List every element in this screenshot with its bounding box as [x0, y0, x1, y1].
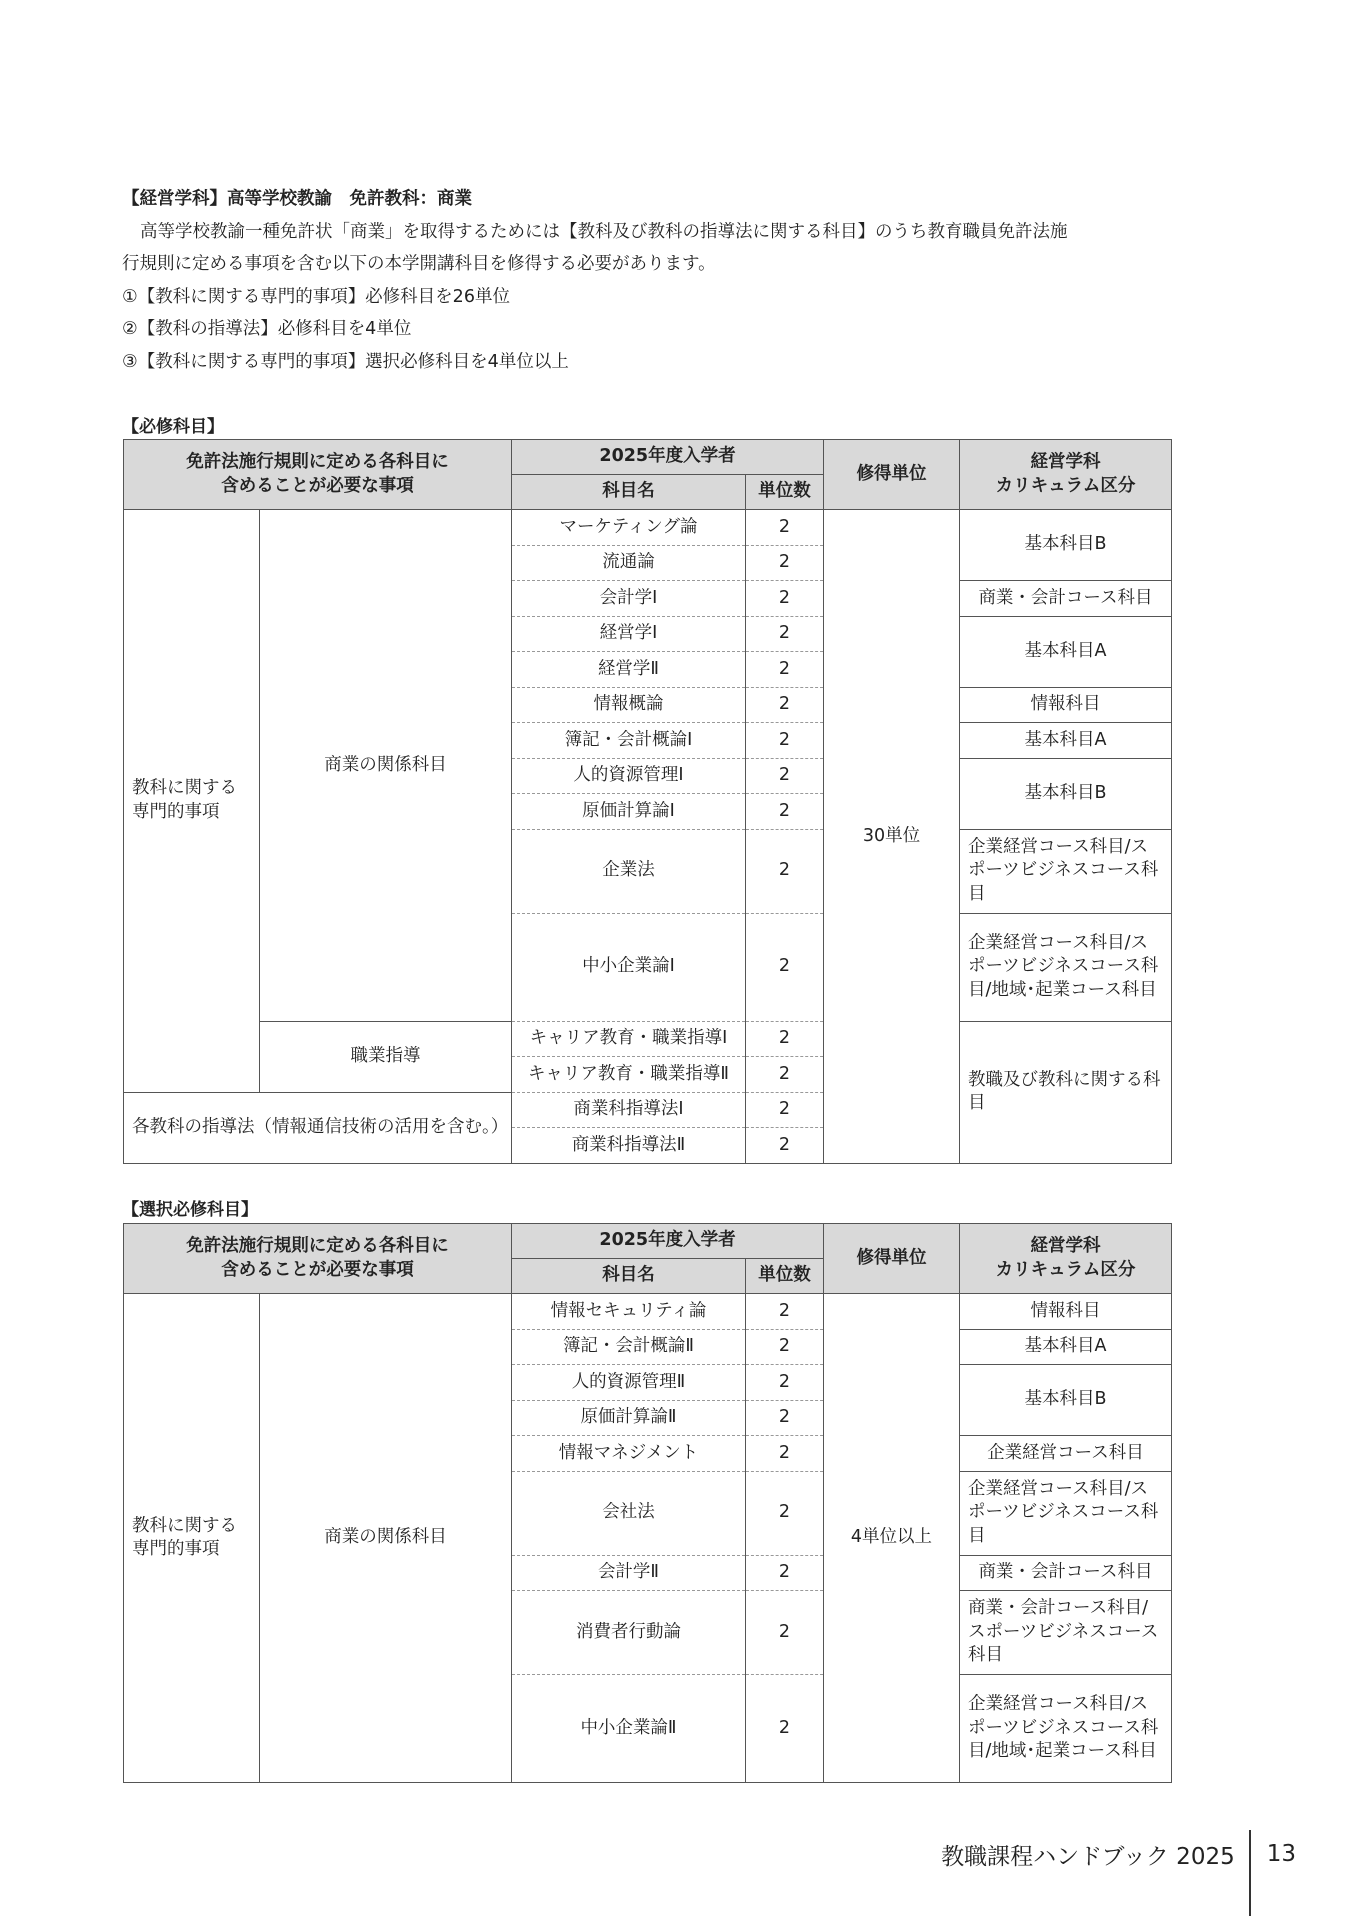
header-subject-name: 科目名	[512, 1259, 746, 1294]
course-units: 2	[746, 758, 824, 794]
course-name: 流通論	[512, 545, 746, 581]
course-units: 2	[746, 829, 824, 913]
curriculum-category: 企業経営コース科目/スポーツビジネスコース科目/地域･起業コース科目	[960, 913, 1172, 1021]
elective-courses-table	[123, 1223, 1172, 1783]
header-earned-units: 修得単位	[824, 1224, 960, 1294]
intro-item: ①【教科に関する専門的事項】必修科目を26単位	[122, 286, 510, 307]
intro-section	[122, 183, 1182, 378]
course-name: 会社法	[512, 1471, 746, 1555]
header-curriculum-category: 経営学科 カリキュラム区分	[960, 1224, 1172, 1294]
course-name: 中小企業論Ⅰ	[512, 913, 746, 1021]
subgroup-label: 職業指導	[260, 1021, 512, 1092]
curriculum-category: 基本科目A	[960, 616, 1172, 687]
course-units: 2	[746, 1400, 824, 1436]
course-name: 人的資源管理Ⅱ	[512, 1365, 746, 1401]
curriculum-category: 企業経営コース科目/スポーツビジネスコース科目	[960, 1471, 1172, 1555]
course-name: 人的資源管理Ⅰ	[512, 758, 746, 794]
course-units: 2	[746, 652, 824, 688]
course-name: 消費者行動論	[512, 1591, 746, 1675]
required-section-title: 【必修科目】	[122, 417, 224, 437]
header-earned-units: 修得単位	[824, 440, 960, 510]
curriculum-category: 基本科目B	[960, 510, 1172, 581]
curriculum-category: 基本科目A	[960, 1329, 1172, 1365]
curriculum-category: 基本科目B	[960, 1365, 1172, 1436]
course-units: 2	[746, 581, 824, 617]
course-units: 2	[746, 1591, 824, 1675]
course-name: 経営学Ⅱ	[512, 652, 746, 688]
course-units: 2	[746, 1092, 824, 1128]
header-matter: 免許法施行規則に定める各科目に 含めることが必要な事項	[124, 440, 512, 510]
course-units: 2	[746, 616, 824, 652]
course-name: 情報概論	[512, 687, 746, 723]
header-year: 2025年度入学者	[512, 1224, 824, 1259]
intro-body-line1: 高等学校教諭一種免許状「商業」を取得するためには【教科及び教科の指導法に関する科目】のうち教育職員免許法施	[140, 221, 1068, 242]
course-units: 2	[746, 1436, 824, 1472]
course-units: 2	[746, 913, 824, 1021]
course-units: 2	[746, 1365, 824, 1401]
group-label: 各教科の指導法（情報通信技術の活用を含む。）	[124, 1092, 512, 1163]
course-name: 商業科指導法Ⅱ	[512, 1128, 746, 1164]
group-label: 教科に関する 専門的事項	[124, 1294, 260, 1783]
page-footer	[941, 1830, 1296, 1878]
course-units: 2	[746, 545, 824, 581]
header-curriculum-category: 経営学科 カリキュラム区分	[960, 440, 1172, 510]
course-units: 2	[746, 1675, 824, 1783]
course-units: 2	[746, 794, 824, 830]
course-units: 2	[746, 687, 824, 723]
curriculum-category: 情報科目	[960, 687, 1172, 723]
course-name: 商業科指導法Ⅰ	[512, 1092, 746, 1128]
course-name: 簿記・会計概論Ⅰ	[512, 723, 746, 759]
curriculum-category: 基本科目B	[960, 758, 1172, 829]
course-name: 会計学Ⅰ	[512, 581, 746, 617]
curriculum-category: 企業経営コース科目/スポーツビジネスコース科目/地域･起業コース科目	[960, 1675, 1172, 1783]
group-label: 教科に関する 専門的事項	[124, 510, 260, 1093]
course-name: キャリア教育・職業指導Ⅱ	[512, 1057, 746, 1093]
header-matter: 免許法施行規則に定める各科目に 含めることが必要な事項	[124, 1224, 512, 1294]
elective-section-title: 【選択必修科目】	[122, 1200, 258, 1220]
curriculum-category: 企業経営コース科目	[960, 1436, 1172, 1472]
page-number: 13	[1266, 1841, 1296, 1867]
course-name: 簿記・会計概論Ⅱ	[512, 1329, 746, 1365]
course-name: マーケティング論	[512, 510, 746, 546]
course-units: 2	[746, 1128, 824, 1164]
course-name: 企業法	[512, 829, 746, 913]
handbook-title: 教職課程ハンドブック 2025	[941, 1843, 1235, 1870]
course-name: 中小企業論Ⅱ	[512, 1675, 746, 1783]
course-units: 2	[746, 1294, 824, 1330]
curriculum-category: 教職及び教科に関する科目	[960, 1021, 1172, 1163]
course-units: 2	[746, 510, 824, 546]
required-courses-table	[123, 439, 1172, 1164]
subgroup-label: 商業の関係科目	[260, 510, 512, 1022]
course-name: 経営学Ⅰ	[512, 616, 746, 652]
footer-divider	[1249, 1830, 1251, 1916]
course-units: 2	[746, 1021, 824, 1057]
course-units: 2	[746, 1471, 824, 1555]
course-units: 2	[746, 723, 824, 759]
course-units: 2	[746, 1057, 824, 1093]
intro-item: ②【教科の指導法】必修科目を4単位	[122, 319, 412, 339]
curriculum-category: 商業・会計コース科目	[960, 581, 1172, 617]
earned-units-total: 4単位以上	[824, 1294, 960, 1783]
course-units: 2	[746, 1555, 824, 1591]
subgroup-label: 商業の関係科目	[260, 1294, 512, 1783]
intro-heading: 【経営学科】高等学校教諭 免許教科：商業	[122, 189, 472, 209]
course-name: キャリア教育・職業指導Ⅰ	[512, 1021, 746, 1057]
curriculum-category: 基本科目A	[960, 723, 1172, 759]
curriculum-category: 商業・会計コース科目/スポーツビジネスコース科目	[960, 1591, 1172, 1675]
header-unit-count: 単位数	[746, 1259, 824, 1294]
curriculum-category: 企業経営コース科目/スポーツビジネスコース科目	[960, 829, 1172, 913]
course-name: 原価計算論Ⅰ	[512, 794, 746, 830]
course-name: 原価計算論Ⅱ	[512, 1400, 746, 1436]
course-name: 会計学Ⅱ	[512, 1555, 746, 1591]
intro-item: ③【教科に関する専門的事項】選択必修科目を4単位以上	[122, 351, 569, 372]
course-name: 情報セキュリティ論	[512, 1294, 746, 1330]
header-subject-name: 科目名	[512, 475, 746, 510]
header-unit-count: 単位数	[746, 475, 824, 510]
earned-units-total: 30単位	[824, 510, 960, 1164]
intro-body-line2: 行規則に定める事項を含む以下の本学開講科目を修得する必要があります。	[122, 254, 716, 274]
course-name: 情報マネジメント	[512, 1436, 746, 1472]
curriculum-category: 情報科目	[960, 1294, 1172, 1330]
course-units: 2	[746, 1329, 824, 1365]
curriculum-category: 商業・会計コース科目	[960, 1555, 1172, 1591]
header-year: 2025年度入学者	[512, 440, 824, 475]
